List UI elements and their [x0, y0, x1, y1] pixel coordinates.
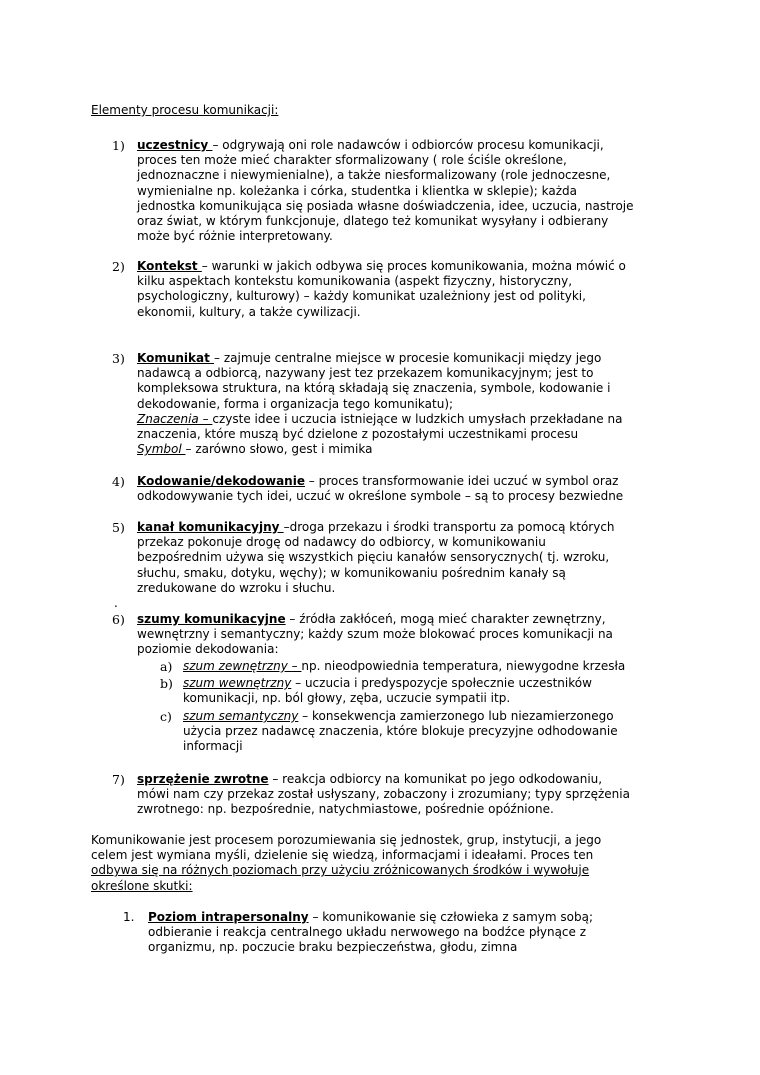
text-line: proces ten może mieć charakter sformalizowany ( role ściśle określone, — [137, 153, 567, 168]
text-line: – zajmuje centralne miejsce w procesie komunikacji między jego — [214, 351, 602, 365]
text-line: zredukowane do wzroku i słuchu. — [137, 580, 336, 595]
sublist-letter: c) — [160, 709, 172, 724]
section-heading: Elementy procesu komunikacji: — [91, 103, 279, 117]
term-symbol: Symbol — [137, 442, 186, 457]
text-line: znaczenia, które muszą być dzielone z pozostałymi uczestnikami procesu — [137, 427, 579, 442]
text-line: bezpośrednim używa się wszystkich pięciu kanałów sensorycznych( tj. wzroku, — [137, 550, 610, 565]
body-paragraph — [91, 833, 651, 894]
text-line: jednostka komunikująca się posiada własne doświadczenia, idee, uczucia, nastroje — [137, 198, 634, 213]
text-line: –droga przekazu i środki transportu za pomocą których — [283, 520, 615, 534]
text-line: – reakcja odbiorcy na komunikat po jego odkodowaniu, — [268, 772, 603, 786]
text-line: odkodowywanie tych idei, uczuć w określone symbole – są to procesy bezwiedne — [137, 489, 624, 504]
text-line: – proces transformowanie idei uczuć w symbol oraz — [304, 474, 619, 488]
term: sprzężenie zwrotne — [137, 772, 269, 786]
list-item-uczestnicy — [137, 138, 677, 244]
text-line: nadawcą a odbiorcą, nazywany jest tez przekazem komunikacyjnym; jest to — [137, 366, 594, 381]
text-line: informacji — [183, 739, 243, 754]
term: Poziom intrapersonalny — [148, 910, 309, 924]
list-item-intrapersonalny — [148, 910, 688, 956]
stray-dot: . — [114, 596, 118, 610]
text-line: – warunki w jakich odbywa się proces komunikowania, można mówić o — [201, 259, 626, 273]
term: Komunikat — [137, 351, 215, 365]
term-znaczenia: Znaczenia – — [137, 411, 213, 426]
term: szum semantyczny — [183, 709, 299, 723]
text-line: może być różnie interpretowany. — [137, 229, 333, 244]
list-item-kanal — [137, 520, 677, 596]
text-line: odbieranie i reakcja centralnego układu nerwowego na bodźce płynące z — [148, 925, 587, 940]
term: szum wewnętrzny — [183, 676, 292, 690]
text-line: użycia przez nadawcę znaczenia, które blokuje precyzyjne odhodowanie — [183, 724, 618, 739]
list-item-sprzezenie — [137, 772, 677, 818]
text-line: – konsekwencja zamierzonego lub niezamierzonego — [298, 709, 614, 723]
sublist-item — [183, 709, 663, 755]
list-item-szumy — [137, 612, 677, 658]
text-line: wymienialne np. koleżanka i córka, studentka i klientka w sklepie); każda — [137, 183, 578, 198]
text-line: – źródła zakłóceń, mogą mieć charakter zewnętrzny, — [285, 612, 606, 626]
list-number: 2) — [112, 259, 125, 274]
sublist-letter: a) — [160, 659, 173, 674]
text-line: – uczucia i predyspozycje społecznie uczestników — [291, 676, 592, 690]
text-line: – komunikowanie się człowieka z samym sobą; — [308, 910, 594, 924]
term: szum zewnętrzny – — [183, 659, 302, 673]
list-number: 4) — [112, 474, 125, 489]
text-line: ekonomii, kultury, a także cywilizacji. — [137, 304, 361, 319]
text-line: – zarówno słowo, gest i mimika — [185, 442, 373, 457]
list-number: 1. — [123, 910, 135, 924]
text-line: kompleksowa struktura, na którą składają się znaczenia, symbole, kodowanie i — [137, 381, 611, 396]
sublist-item — [183, 659, 663, 674]
term: kanał komunikacyjny — [137, 520, 284, 534]
term: szumy komunikacyjne — [137, 612, 286, 626]
list-item-kontekst — [137, 259, 677, 320]
text-line: kilku aspektach kontekstu komunikowania (aspekt fizyczny, historyczny, — [137, 274, 573, 289]
list-item-komunikat — [137, 351, 677, 457]
text-line: dekodowanie, forma i organizacja tego komunikatu); — [137, 396, 454, 411]
text-line: – odgrywają oni role nadawców i odbiorców procesu komunikacji, — [212, 138, 604, 152]
term: uczestnicy — [137, 138, 213, 152]
text-line: przekaz pokonuje drogę od nadawcy do odbiorcy, w komunikowaniu — [137, 535, 546, 550]
text-line: organizmu, np. poczucie braku bezpieczeństwa, głodu, zimna — [148, 940, 518, 955]
text-line: jednoznaczne i niewymienialne), a także niesformalizowany (role jednoczesne, — [137, 168, 611, 183]
text-line: poziomie dekodowania: — [137, 642, 279, 657]
text-line: celem jest wymiana myśli, dzielenie się wiedzą, informacjami i ideałami. Proces ten — [91, 848, 594, 863]
list-number: 3) — [112, 351, 125, 366]
term: Kontekst — [137, 259, 202, 273]
text-line: np. nieodpowiednia temperatura, niewygodne krzesła — [301, 659, 626, 673]
text-line: oraz świat, w którym funkcjonuje, dlatego też komunikat wysyłany i odbierany — [137, 214, 609, 229]
list-number: 5) — [112, 520, 125, 535]
sublist-letter: b) — [160, 676, 173, 691]
text-line: słuchu, smaku, dotyku, węchy); w komunikowaniu pośrednim kanały są — [137, 565, 566, 580]
text-line: komunikacji, np. ból głowy, zęba, uczucie sympatii itp. — [183, 691, 511, 706]
list-number: 7) — [112, 772, 125, 787]
text-line: mówi nam czy przekaz został usłyszany, zobaczony i zrozumiany; typy sprzężenia — [137, 787, 630, 802]
list-item-kodowanie — [137, 474, 677, 504]
term: Kodowanie/dekodowanie — [137, 474, 305, 488]
text-line: określone skutki: — [91, 878, 193, 893]
text-line: zwrotnego: np. bezpośrednie, natychmiastowe, pośrednie opóźnione. — [137, 802, 554, 817]
list-number: 6) — [112, 612, 125, 627]
sublist-item — [183, 676, 663, 706]
text-line: psychologiczny, kulturowy) – każdy komunikat uzależniony jest od polityki, — [137, 289, 586, 304]
text-line: wewnętrzny i semantyczny; każdy szum może blokować proces komunikacji na — [137, 627, 613, 642]
text-line: odbywa się na różnych poziomach przy użyciu zróżnicowanych środków i wywołuje — [91, 863, 590, 878]
list-number: 1) — [112, 138, 125, 153]
text-line: Komunikowanie jest procesem porozumiewania się jednostek, grup, instytucji, a jego — [91, 833, 602, 847]
text-line: czyste idee i uczucia istniejące w ludzkich umysłach przekładane na — [212, 411, 623, 426]
